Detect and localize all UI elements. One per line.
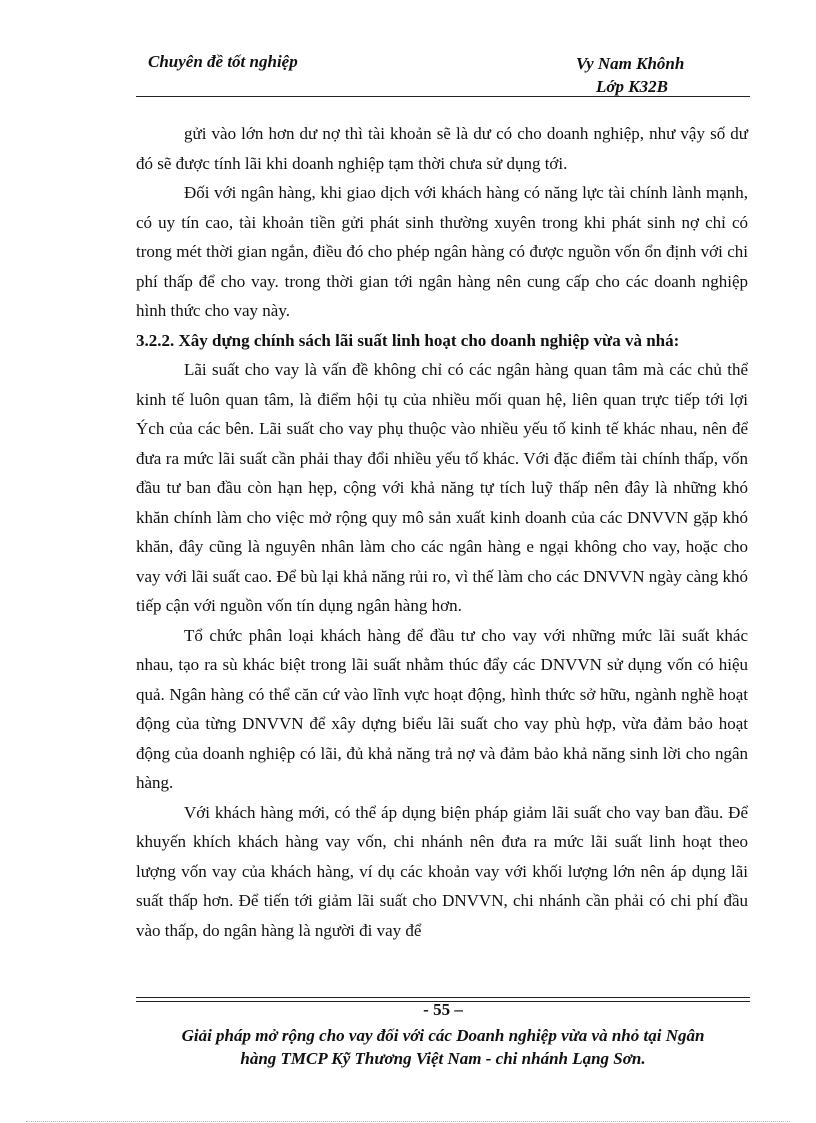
footer-title bbox=[136, 1024, 750, 1070]
header-divider bbox=[136, 96, 750, 97]
footer-title-line-1: Giải pháp mở rộng cho vay đối với các Doanh nghiệp vừa và nhỏ tại Ngân bbox=[181, 1026, 705, 1045]
header-document-type: Chuyên đề tốt nghiệp bbox=[148, 52, 298, 71]
section-heading: 3.2.2. Xây dựng chính sách lãi suất linh hoạt cho doanh nghiệp vừa và nhá: bbox=[136, 330, 680, 350]
paragraph-5: Với khách hàng mới, có thể áp dụng biện pháp giảm lãi suất cho vay ban đầu. Để khuyến khích khách hàng vay vốn, chi nhánh nên đưa ra mức lãi suất linh hoạt theo lượng vốn vay của khách hàng, ví dụ các khoản vay với khối lượng lớn nên áp dụng lãi suất thấp hơn. Để tiến tới giảm lãi suất cho DNVVN, chi nhánh cần phải có chi phí đầu vào thấp, do ngân hàng là người đi vay để bbox=[136, 802, 748, 940]
header-author-block bbox=[576, 52, 684, 98]
header-class: Lớp K32B bbox=[596, 77, 668, 96]
page-bottom-dotted-line bbox=[26, 1121, 790, 1122]
footer-title-line-2: hàng TMCP Kỹ Thương Việt Nam - chi nhánh Lạng Sơn. bbox=[240, 1049, 646, 1068]
paragraph-4: Tổ chức phân loại khách hàng để đầu tư cho vay với những mức lãi suất khác nhau, tạo ra sù khác biệt trong lãi suất nhằm thúc đẩy các DNVVN sử dụng vốn có hiệu quả. Ngân hàng có thể căn cứ vào lĩnh vực hoạt động, hình thức sở hữu, ngành nghề hoạt động của từng DNVVN để xây dựng biểu lãi suất cho vay phù hợp, vừa đảm bảo hoạt động của doanh nghiệp có lãi, đủ khả năng trả nợ và đảm bảo khả năng sinh lời cho ngân hàng. bbox=[136, 625, 748, 792]
document-body bbox=[136, 119, 748, 945]
paragraph-2: Đối với ngân hàng, khi giao dịch với khách hàng có năng lực tài chính lành mạnh, có uy tín cao, tài khoản tiền gửi phát sinh thường xuyên trong khi phát sinh nợ chỉ có trong mét thời gian ngắn, điều đó cho phép ngân hàng có được nguồn vốn ổn định với chi phí thấp để cho vay. trong thời gian tới ngân hàng nên cung cấp cho các doanh nghiệp hình thức cho vay này. bbox=[136, 183, 748, 320]
header-author: Vy Nam Khônh bbox=[576, 54, 685, 73]
page-number: - 55 – bbox=[423, 1000, 463, 1019]
paragraph-1: gửi vào lớn hơn dư nợ thì tài khoản sẽ là dư có cho doanh nghiệp, như vậy số dư đó sẽ được tính lãi khi doanh nghiệp tạm thời chưa sử dụng tới. bbox=[136, 124, 748, 173]
page-header bbox=[136, 50, 750, 98]
paragraph-3: Lãi suất cho vay là vấn đề không chỉ có các ngân hàng quan tâm mà các chủ thể kinh tế luôn quan tâm, là điểm hội tụ của nhiều mối quan hệ, liên quan trực tiếp tới lợi Ých của các bên. Lãi suất cho vay phụ thuộc vào nhiều yếu tố kinh tế khác nhau, nên để đưa ra mức lãi suất cần phải thay đổi nhiều yếu tố khác. Với đặc điểm tài chính thấp, vốn đầu tư ban đầu còn hạn hẹp, cộng với khả năng tự tích luỹ thấp nên đây là những khó khăn chính làm cho việc mở rộng quy mô sản xuất kinh doanh của các DNVVN gặp khó khăn, đây cũng là nguyên nhân làm cho các ngân hàng e ngại không cho vay, hoặc cho vay với lãi suất cao. Để bù lại khả năng rủi ro, vì thế làm cho các DNVVN ngày càng khó tiếp cận với nguồn vốn tín dụng ngân hàng hơn. bbox=[136, 360, 748, 615]
